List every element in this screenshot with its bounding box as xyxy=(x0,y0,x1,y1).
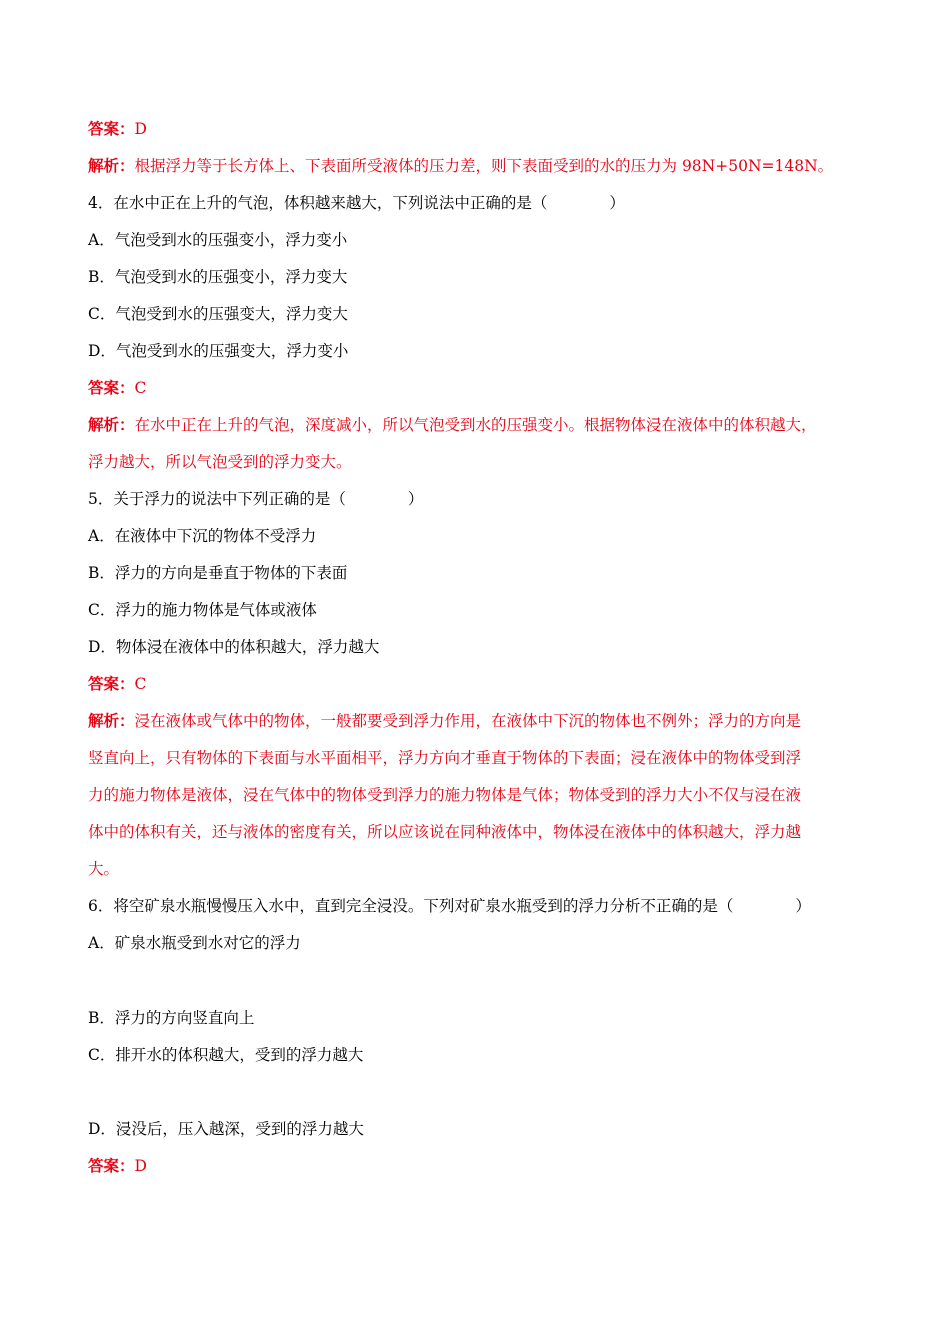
answer-label: 答案： xyxy=(88,674,135,693)
option-q5-c: C．浮力的施力物体是气体或液体 xyxy=(88,601,317,619)
answer-line-q6 xyxy=(88,1155,147,1177)
option-q6-d: D．浸没后，压入越深，受到的浮力越大 xyxy=(88,1120,364,1138)
analysis-text: 根据浮力等于长方体上、下表面所受液体的压力差，则下表面受到的水的压力为 98N+50N=148N。 xyxy=(134,157,834,175)
question-stem-q4: 4．在水中正在上升的气泡，体积越来越大，下列说法中正确的是（ ） xyxy=(88,194,625,212)
option-q5-d: D．物体浸在液体中的体积越大，浮力越大 xyxy=(88,638,380,656)
option-q4-d: D．气泡受到水的压强变大，浮力变小 xyxy=(88,342,349,360)
answer-line-q5 xyxy=(88,673,146,695)
option-q4-b: B．气泡受到水的压强变小，浮力变大 xyxy=(88,268,348,286)
analysis-line-q3 xyxy=(88,155,833,177)
answer-line-q4 xyxy=(88,377,146,399)
option-q4-a: A．气泡受到水的压强变小，浮力变小 xyxy=(88,231,348,249)
option-q6-a: A．矿泉水瓶受到水对它的浮力 xyxy=(88,934,301,952)
option-q6-c: C．排开水的体积越大，受到的浮力越大 xyxy=(88,1046,364,1064)
option-q5-a: A．在液体中下沉的物体不受浮力 xyxy=(88,527,317,545)
answer-line-q3 xyxy=(88,118,147,140)
question-stem-q5: 5．关于浮力的说法中下列正确的是（ ） xyxy=(88,490,424,508)
option-q6-b: B．浮力的方向竖直向上 xyxy=(88,1009,255,1027)
answer-value: C xyxy=(134,675,147,693)
option-q5-b: B．浮力的方向是垂直于物体的下表面 xyxy=(88,564,348,582)
analysis-line-q4-2: 浮力越大，所以气泡受到的浮力变大。 xyxy=(88,453,352,471)
analysis-label: 解析： xyxy=(88,711,135,730)
analysis-line-q4-1 xyxy=(88,414,817,436)
analysis-line-q5-3: 力的施力物体是液体，浸在气体中的物体受到浮力的施力物体是气体；物体受到的浮力大小不仅与浸在液 xyxy=(88,786,802,804)
analysis-line-q5-4: 体中的体积有关，还与液体的密度有关，所以应该说在同种液体中，物体浸在液体中的体积越大，浮力越 xyxy=(88,823,802,841)
option-q4-c: C．气泡受到水的压强变大，浮力变大 xyxy=(88,305,348,323)
analysis-line-q5-2: 竖直向上，只有物体的下表面与水平面相平，浮力方向才垂直于物体的下表面；浸在液体中的物体受到浮 xyxy=(88,749,802,767)
analysis-line-q5-1 xyxy=(88,710,801,732)
analysis-line-q5-5: 大。 xyxy=(88,860,120,878)
answer-value: D xyxy=(134,1157,147,1175)
answer-label: 答案： xyxy=(88,1156,135,1175)
answer-value: C xyxy=(134,379,147,397)
analysis-label: 解析： xyxy=(88,156,135,175)
answer-value: D xyxy=(134,120,147,138)
question-stem-q6: 6．将空矿泉水瓶慢慢压入水中，直到完全浸没。下列对矿泉水瓶受到的浮力分析不正确的是（ ） xyxy=(88,897,811,915)
answer-label: 答案： xyxy=(88,119,135,138)
analysis-label: 解析： xyxy=(88,415,135,434)
answer-label: 答案： xyxy=(88,378,135,397)
analysis-text: 浸在液体或气体中的物体，一般都要受到浮力作用，在液体中下沉的物体也不例外；浮力的方向是 xyxy=(134,712,802,730)
analysis-text: 在水中正在上升的气泡，深度减小，所以气泡受到水的压强变小。根据物体浸在液体中的体积越大， xyxy=(134,416,817,434)
